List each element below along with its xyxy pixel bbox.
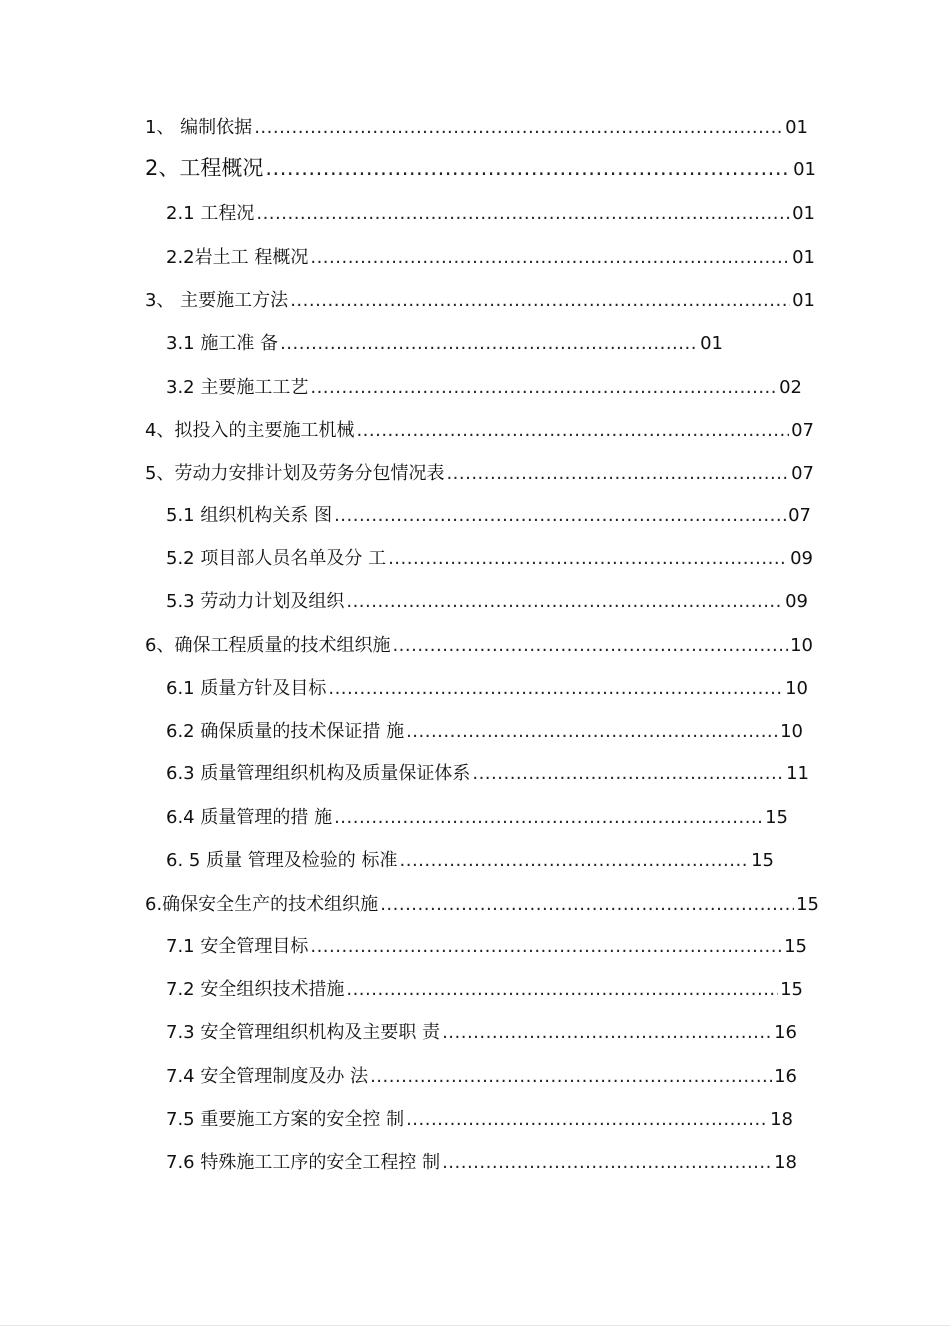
toc-entry-5	[145, 462, 814, 486]
toc-entry-page: 15	[780, 979, 803, 1000]
toc-entry-page: 09	[785, 591, 808, 612]
toc-entry-6	[145, 634, 813, 658]
toc-entry-title: 7.5 重要施工方案的安全控 制	[166, 1109, 405, 1130]
toc-entry-3-2	[166, 376, 802, 400]
toc-entry-title: 5、劳动力安排计划及劳务分包情况表	[145, 463, 445, 484]
toc-entry-6-5	[166, 849, 774, 873]
toc-dot-leader	[400, 849, 750, 873]
toc-entry-5-2	[166, 547, 813, 571]
toc-dot-leader	[406, 1108, 768, 1132]
toc-dot-leader	[446, 462, 789, 486]
toc-entry-7-2	[166, 978, 803, 1002]
toc-entry-page: 15	[765, 807, 788, 828]
toc-entry-title: 3.1 施工准 备	[166, 333, 279, 354]
toc-entry-title: 7.4 安全管理制度及办 法	[166, 1066, 369, 1087]
toc-entry-page: 10	[790, 635, 813, 656]
toc-entry-7-1	[166, 935, 807, 959]
toc-entry-page: 15	[796, 894, 819, 915]
toc-entry-page: 01	[792, 247, 815, 268]
toc-entry-title: 7.2 安全组织技术措施	[166, 979, 345, 1000]
toc-entry-title: 7.6 特殊施工工序的安全工程控 制	[166, 1152, 441, 1173]
toc-entry-title: 7.1 安全管理目标	[166, 936, 309, 957]
toc-entry-6-1	[166, 677, 808, 701]
toc-dot-leader	[380, 893, 794, 917]
toc-dot-leader	[310, 246, 790, 270]
toc-entry-title: 6.3 质量管理组织机构及质量保证体系	[166, 763, 471, 784]
toc-dot-leader	[290, 289, 790, 313]
toc-entry-page: 07	[788, 505, 811, 526]
page-bottom-edge	[0, 1325, 950, 1326]
toc-entry-page: 01	[792, 203, 815, 224]
toc-entry-7-6	[166, 1151, 797, 1175]
toc-entry-4	[145, 419, 814, 443]
toc-dot-leader	[392, 634, 788, 658]
toc-entry-3-1	[166, 332, 723, 356]
toc-entry-6-2	[166, 720, 803, 744]
toc-entry-page: 07	[791, 463, 814, 484]
toc-entry-page: 09	[790, 548, 813, 569]
toc-entry-title: 5.2 项目部人员名单及分 工	[166, 548, 387, 569]
toc-entry-7-3	[166, 1021, 797, 1045]
toc-entry-page: 01	[785, 117, 808, 138]
toc-entry-page: 15	[784, 936, 807, 957]
toc-dot-leader	[442, 1151, 772, 1175]
toc-dot-leader	[472, 762, 784, 786]
toc-entry-title: 3、 主要施工方法	[145, 290, 289, 311]
toc-entry-title: 6.确保安全生产的技术组织施	[145, 894, 379, 915]
toc-entry-page: 01	[793, 159, 816, 180]
toc-entry-page: 15	[751, 850, 774, 871]
toc-entry-title: 3.2 主要施工工艺	[166, 377, 309, 398]
toc-entry-page: 01	[792, 290, 815, 311]
toc-entry-title: 6. 5 质量 管理及检验的 标准	[166, 850, 398, 871]
toc-entry-7	[145, 893, 819, 917]
toc-dot-leader	[406, 720, 778, 744]
toc-entry-2-1	[166, 202, 815, 226]
toc-entry-title: 5.1 组织机构关系 图	[166, 505, 333, 526]
toc-entry-7-5	[166, 1108, 793, 1132]
toc-entry-title: 4、拟投入的主要施工机械	[145, 420, 355, 441]
toc-entry-page: 01	[700, 333, 723, 354]
toc-entry-title: 2.2岩土工 程概况	[166, 247, 309, 268]
toc-entry-title: 2.1 工程况	[166, 203, 255, 224]
toc-entry-page: 02	[779, 377, 802, 398]
toc-entry-page: 10	[780, 721, 803, 742]
toc-dot-leader	[265, 156, 791, 180]
toc-dot-leader	[334, 806, 763, 830]
toc-entry-title: 6.1 质量方针及目标	[166, 678, 327, 699]
toc-dot-leader	[280, 332, 698, 356]
toc-entry-2-2	[166, 246, 815, 270]
toc-entry-2	[145, 156, 816, 182]
toc-entry-page: 11	[786, 763, 809, 784]
toc-entry-page: 16	[774, 1066, 797, 1087]
toc-dot-leader	[356, 419, 789, 443]
toc-entry-6-3	[166, 762, 809, 786]
toc-entry-1	[145, 116, 808, 140]
toc-entry-3	[145, 289, 815, 313]
toc-entry-page: 10	[785, 678, 808, 699]
toc-entry-page: 18	[774, 1152, 797, 1173]
toc-dot-leader	[370, 1065, 772, 1089]
toc-entry-title: 7.3 安全管理组织机构及主要职 责	[166, 1022, 441, 1043]
toc-entry-title: 6、确保工程质量的技术组织施	[145, 635, 391, 656]
toc-entry-5-1	[166, 504, 811, 528]
toc-entry-6-4	[166, 806, 788, 830]
toc-entry-title: 2、工程概况	[145, 156, 264, 180]
toc-dot-leader	[442, 1021, 772, 1045]
toc-dot-leader	[254, 116, 783, 140]
toc-entry-page: 07	[791, 420, 814, 441]
toc-entry-title: 6.2 确保质量的技术保证措 施	[166, 721, 405, 742]
toc-entry-7-4	[166, 1065, 797, 1089]
toc-entry-page: 18	[770, 1109, 793, 1130]
toc-dot-leader	[310, 376, 777, 400]
toc-entry-title: 1、 编制依据	[145, 117, 253, 138]
toc-entry-5-3	[166, 590, 808, 614]
toc-dot-leader	[388, 547, 788, 571]
toc-dot-leader	[346, 590, 783, 614]
toc-dot-leader	[328, 677, 783, 701]
toc-entry-title: 5.3 劳动力计划及组织	[166, 591, 345, 612]
toc-dot-leader	[310, 935, 782, 959]
toc-dot-leader	[256, 202, 790, 226]
toc-entry-title: 6.4 质量管理的措 施	[166, 807, 333, 828]
toc-dot-leader	[334, 504, 786, 528]
toc-dot-leader	[346, 978, 778, 1002]
toc-entry-page: 16	[774, 1022, 797, 1043]
